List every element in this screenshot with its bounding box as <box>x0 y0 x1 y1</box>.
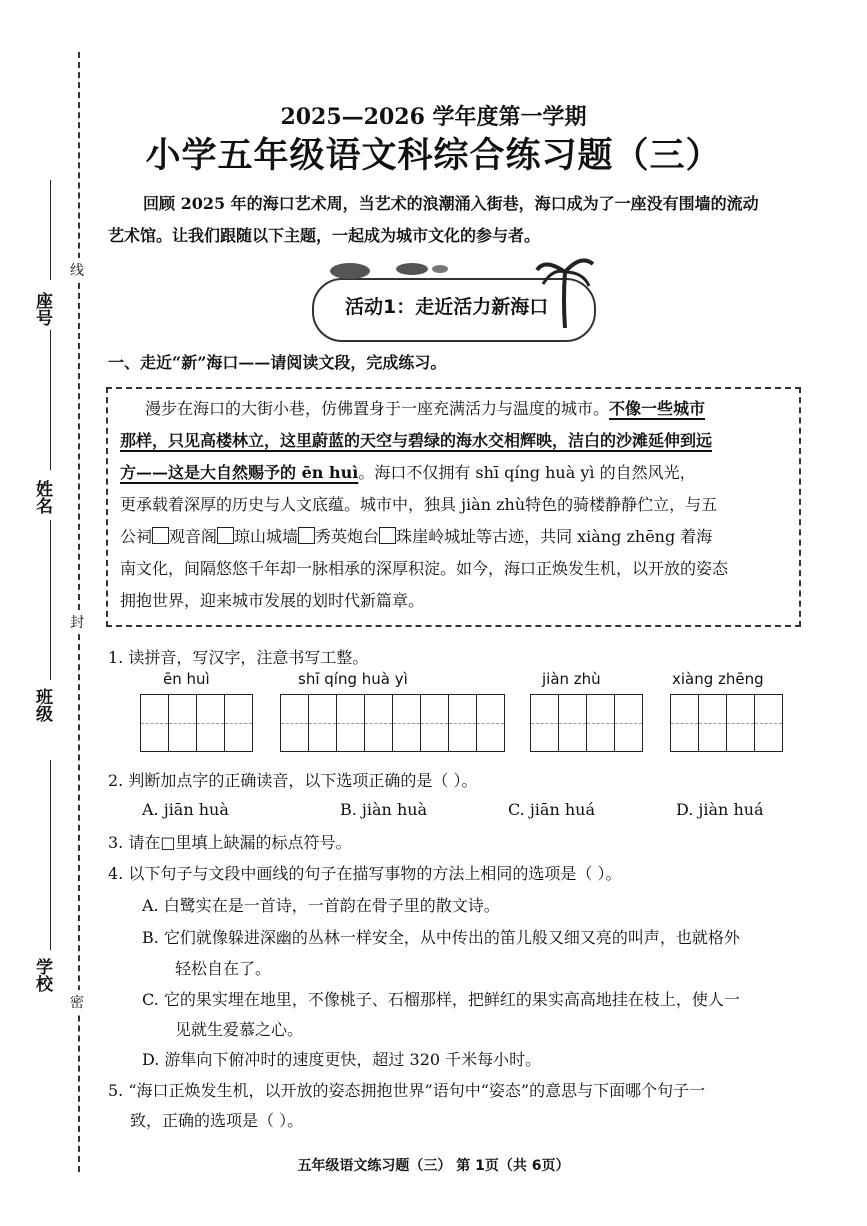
q5-line-1: 5. “海口正焕发生机，以开放的姿态拥抱世界”语句中“姿态”的意思与下面哪个句子一 <box>108 1081 706 1100</box>
q1-text: 1. 读拼音，写汉字，注意书写工整。 <box>108 648 369 667</box>
class-underline <box>50 520 51 680</box>
q2-option-b[interactable]: B. jiàn huà <box>340 800 428 819</box>
page-footer: 五年级语文练习题（三） 第 1页（共 6页） <box>297 1158 570 1174</box>
name-label: 姓名 <box>32 480 52 514</box>
passage-line-4: 更承载着深厚的历史与人文底蕴。城市中，独具 jiàn zhù特色的骑楼静静伫立，与五 <box>120 495 718 514</box>
q1-pinyin-4: xiàng zhēng <box>672 670 764 688</box>
seat-label: 座号 <box>32 292 52 326</box>
writing-grid-2[interactable] <box>280 694 505 752</box>
q2-text: 2. 判断加点字的正确读音，以下选项正确的是（ ）。 <box>108 771 478 790</box>
q4-option-c[interactable]: C. 它的果实埋在地里，不像桃子、石榴那样，把鲜红的果实高高地挂在枝上，使人一 <box>142 990 740 1009</box>
passage-line-7: 拥抱世界，迎来城市发展的划时代新篇章。 <box>120 591 425 610</box>
intro-line-1: 回顾 2025 年的海口艺术周，当艺术的浪潮涌入街巷，海口成为了一座没有围墙的流动 <box>143 194 759 213</box>
binding-mark-seal: 封 <box>70 610 84 634</box>
q5-line-2: 致，正确的选项是（ ）。 <box>130 1111 304 1130</box>
binding-mark-secret: 密 <box>70 990 84 1014</box>
passage-line-3: 方——这是大自然赐予的 ēn huì。海口不仅拥有 shī qíng huà yì 的自然风光， <box>120 463 696 482</box>
term-heading: 2025—2026 学年度第一学期 <box>280 104 587 130</box>
school-underline <box>50 760 51 950</box>
q4-option-b[interactable]: B. 它们就像躲进深幽的丛林一样安全，从中传出的笛儿般又细又亮的叫声，也就格外 <box>142 928 740 947</box>
punctuation-blank-3[interactable] <box>298 527 315 544</box>
q1-pinyin-2: shī qíng huà yì <box>298 670 408 688</box>
writing-grid-4[interactable] <box>670 694 783 752</box>
q4-option-b-cont: 轻松自在了。 <box>175 959 272 978</box>
punctuation-blank-1[interactable] <box>152 527 169 544</box>
q4-option-d[interactable]: D. 游隼向下俯冲时的速度更快，超过 320 千米每小时。 <box>142 1050 542 1069</box>
passage-line-1: 漫步在海口的大街小巷，仿佛置身于一座充满活力与温度的城市。不像一些城市 <box>145 399 706 418</box>
q2-option-d[interactable]: D. jiàn huá <box>676 800 764 819</box>
q1-pinyin-3: jiàn zhù <box>542 670 601 688</box>
q4-option-c-cont: 见就生爱慕之心。 <box>175 1020 304 1039</box>
activity-label: 活动1：走近活力新海口 <box>345 296 549 318</box>
passage-line-2: 那样，只见高楼林立，这里蔚蓝的天空与碧绿的海水交相辉映，洁白的沙滩延伸到远 <box>120 431 713 450</box>
writing-grid-1[interactable] <box>140 694 253 752</box>
binding-mark-line: 线 <box>70 258 84 282</box>
q3-text: 3. 请在□里填上缺漏的标点符号。 <box>108 833 352 852</box>
passage-line-6: 南文化，间隔悠悠千年却一脉相承的深厚积淀。如今，海口正焕发生机，以开放的姿态 <box>120 559 729 578</box>
punctuation-blank-4[interactable] <box>379 527 396 544</box>
q2-option-c[interactable]: C. jiān huá <box>508 800 595 819</box>
intro-line-2: 艺术馆。让我们跟随以下主题，一起成为城市文化的参与者。 <box>108 226 541 245</box>
school-label: 学校 <box>32 958 52 992</box>
q4-text: 4. 以下句子与文段中画线的句子在描写事物的方法上相同的选项是（ ）。 <box>108 864 622 883</box>
class-label: 班级 <box>32 688 52 722</box>
page-title: 小学五年级语文科综合练习题（三） <box>145 135 722 176</box>
seat-underline <box>50 180 51 280</box>
q2-option-a[interactable]: A. jiān huà <box>142 800 229 819</box>
section1-heading: 一、走近“新”海口——请阅读文段，完成练习。 <box>108 353 447 372</box>
q1-pinyin-1: ēn huì <box>163 670 210 688</box>
punctuation-blank-2[interactable] <box>217 527 234 544</box>
q4-option-a[interactable]: A. 白鹭实在是一首诗，一首韵在骨子里的散文诗。 <box>142 896 500 915</box>
passage-line-5: 公祠 观音阁 琼山城墙 秀英炮台 珠崖岭城址等古迹，共同 xiàng zhēng 着海 <box>120 527 713 546</box>
name-underline <box>50 330 51 470</box>
writing-grid-3[interactable] <box>530 694 643 752</box>
